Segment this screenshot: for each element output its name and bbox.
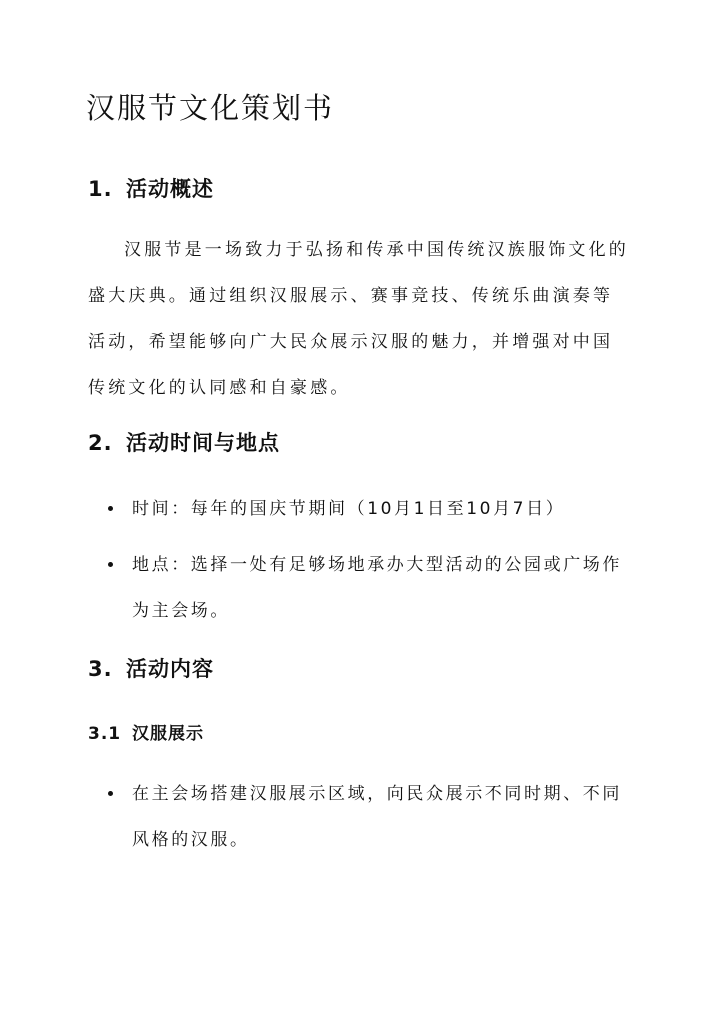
list-item-place bbox=[108, 542, 628, 634]
document-title: 汉服节文化策划书 bbox=[86, 91, 335, 125]
section-heading-content bbox=[88, 654, 214, 684]
list-item-text: 地点：选择一处有足够场地承办大型活动的公园或广场作为主会场。 bbox=[132, 555, 622, 621]
list-item-text: 时间：每年的国庆节期间（10月1日至10月7日） bbox=[132, 499, 566, 519]
list-item-text: 在主会场搭建汉服展示区域，向民众展示不同时期、不同风格的汉服。 bbox=[132, 784, 622, 850]
section-number: 3. bbox=[88, 657, 113, 681]
bullet-dot-icon bbox=[108, 506, 113, 511]
bullet-dot-icon bbox=[108, 562, 113, 567]
overview-paragraph: 汉服节是一场致力于弘扬和传承中国传统汉族服饰文化的盛大庆典。通过组织汉服展示、赛事竞技、传统乐曲演奏等活动，希望能够向广大民众展示汉服的魅力，并增强对中国传统文化的认同感和自豪感。 bbox=[88, 240, 629, 398]
section-number: 2. bbox=[88, 431, 113, 455]
subsection-heading-hanfu-display bbox=[88, 721, 204, 747]
section-heading-overview bbox=[88, 174, 214, 204]
section-title: 活动概述 bbox=[126, 177, 214, 201]
section-title: 活动内容 bbox=[126, 657, 214, 681]
subsection-title: 汉服展示 bbox=[132, 724, 204, 744]
section-title: 活动时间与地点 bbox=[126, 431, 280, 455]
list-item-display-area bbox=[108, 771, 628, 863]
bullet-dot-icon bbox=[108, 791, 113, 796]
section-number: 1. bbox=[88, 177, 113, 201]
list-item-time bbox=[108, 486, 628, 532]
subsection-number: 3.1 bbox=[88, 724, 122, 744]
section-heading-time-place bbox=[88, 428, 280, 458]
